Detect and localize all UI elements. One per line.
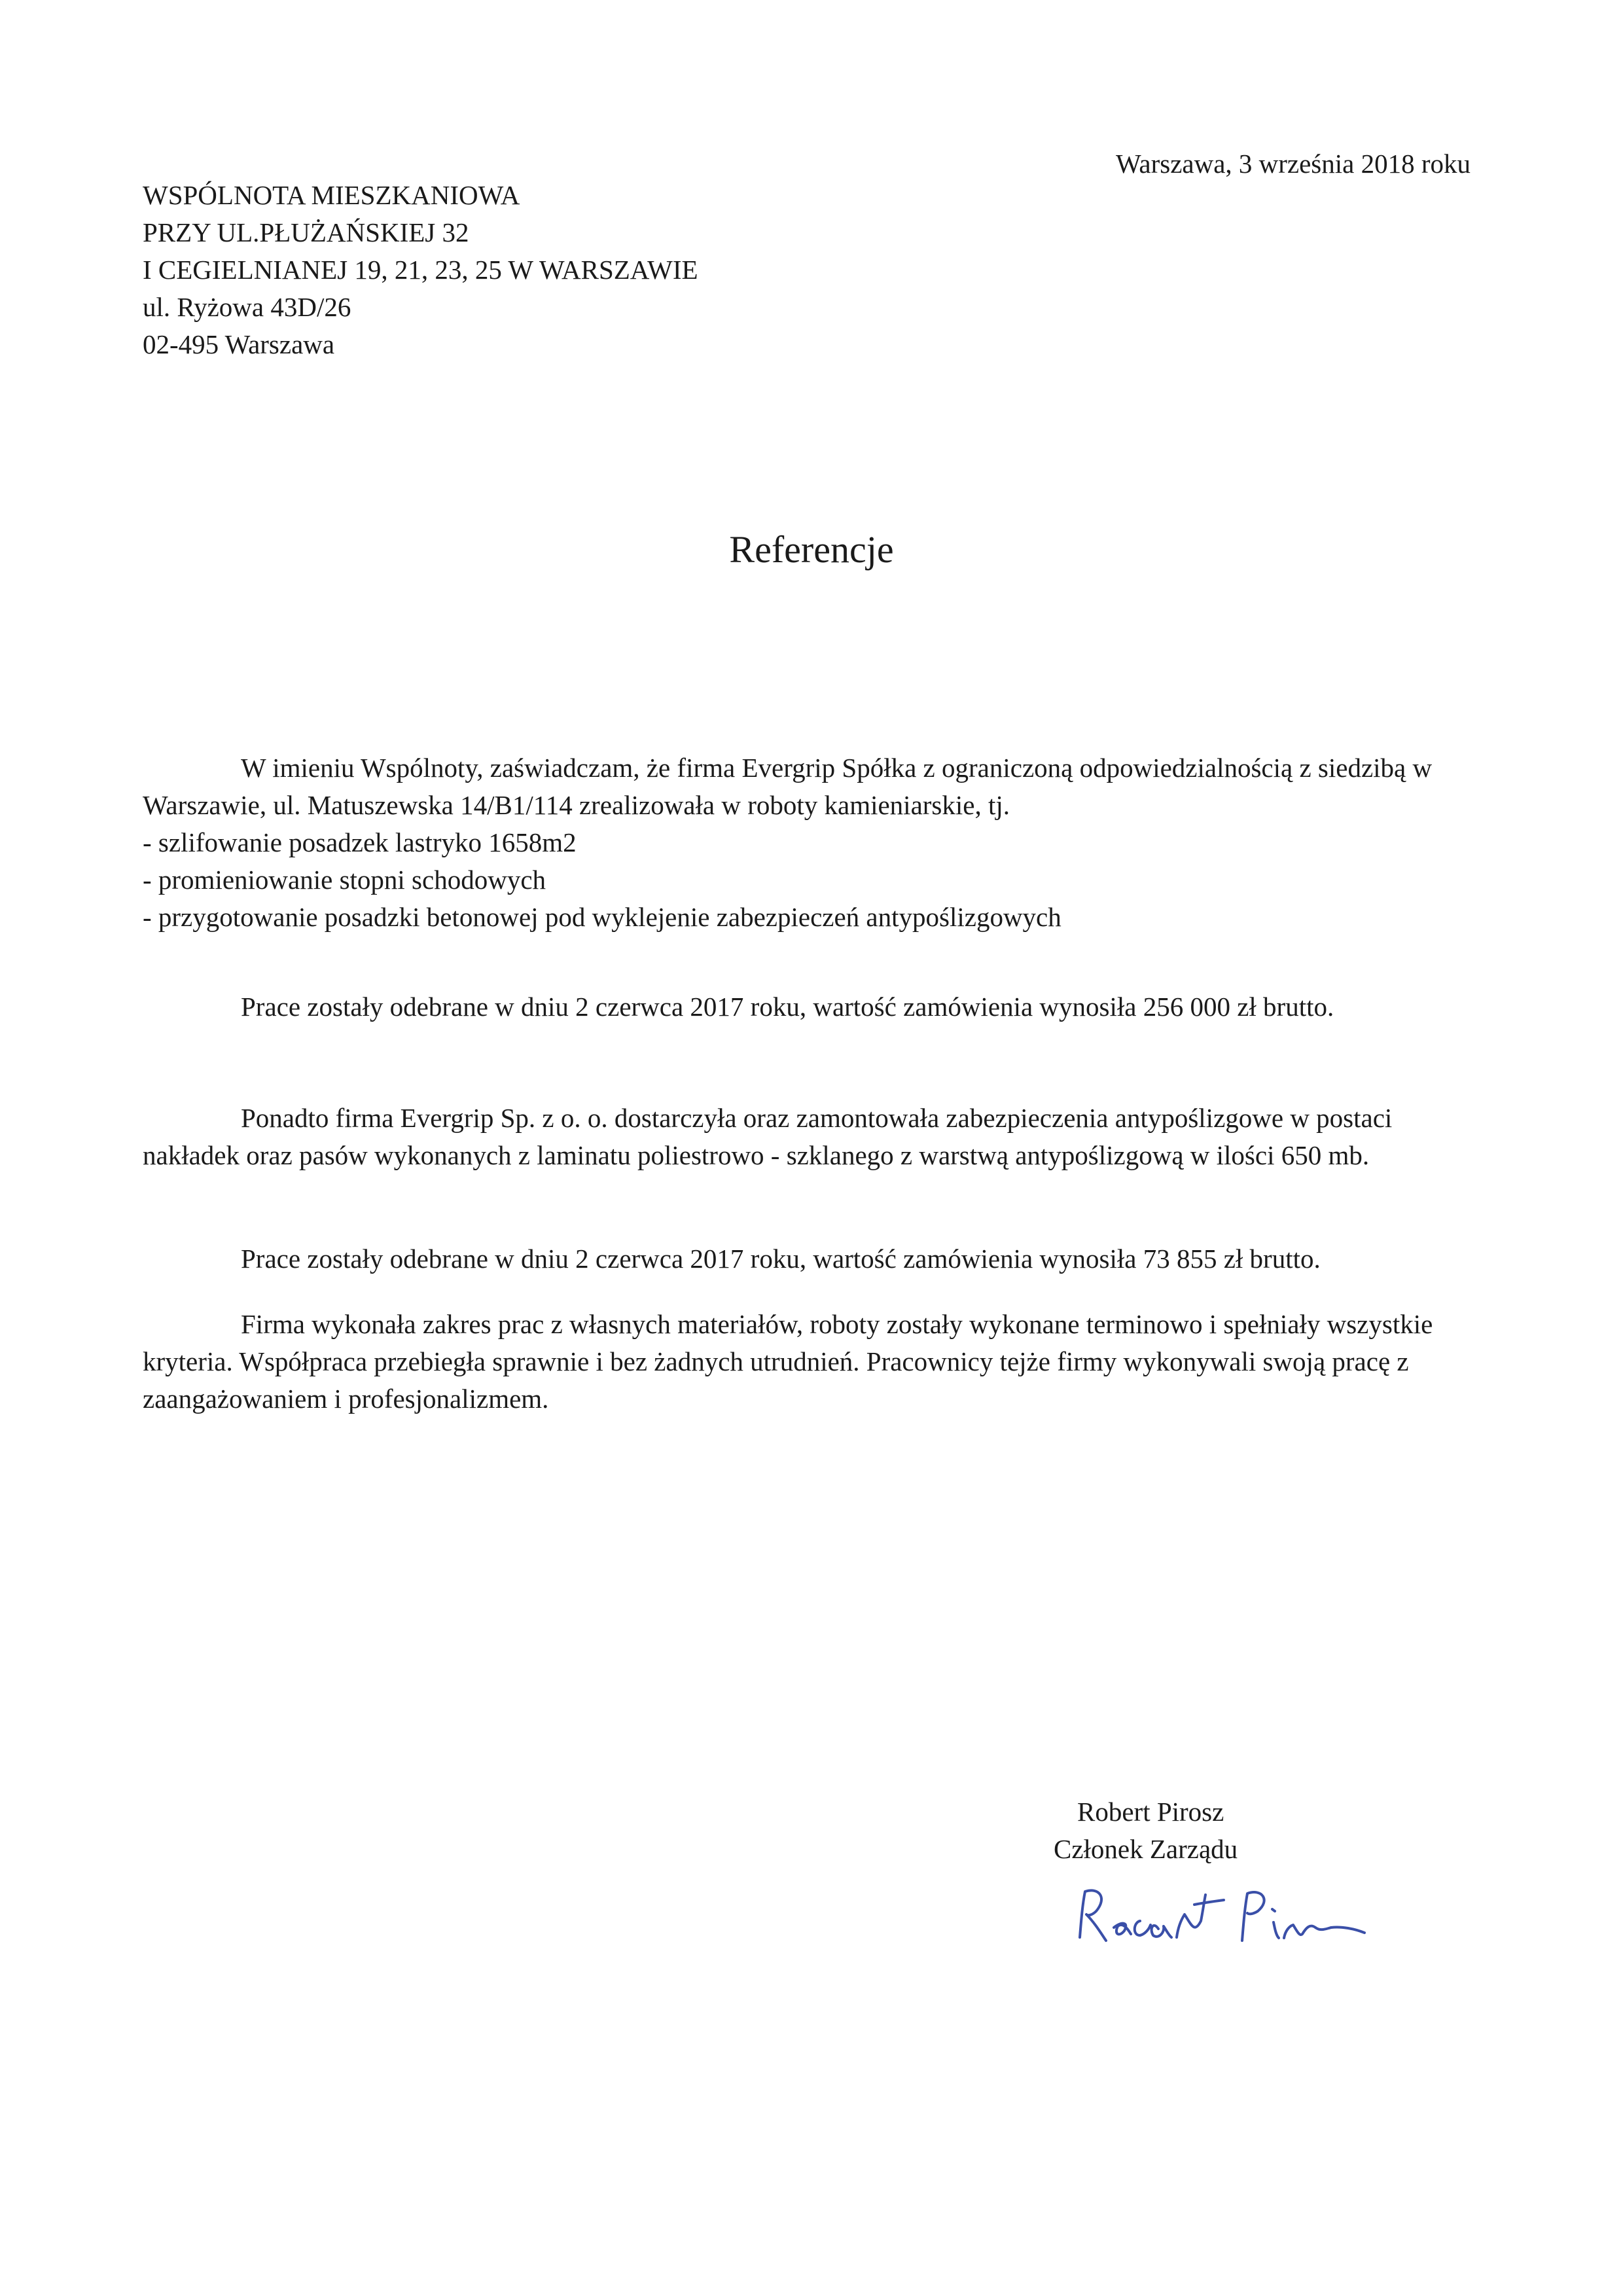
sender-line: ul. Ryżowa 43D/26: [143, 292, 351, 322]
sender-line: I CEGIELNIANEJ 19, 21, 23, 25 W WARSZAWIE: [143, 255, 698, 285]
list-item: - szlifowanie posadzek lastryko 1658m2: [143, 827, 577, 857]
paragraph-value-2: [143, 1240, 1455, 1278]
sender-line: WSPÓLNOTA MIESZKANIOWA: [143, 180, 520, 210]
signer-name: Robert Pirosz: [1077, 1797, 1224, 1827]
paragraph-intro: W imieniu Wspólnoty, zaświadczam, że firma Evergrip Spółka z ograniczoną odpowiedzialnością z siedzibą w Warszawie, ul. Matuszewska 14/B1/114 zrealizowała w roboty kamieniarskie, tj.: [143, 753, 1433, 820]
document-title: Referencje: [729, 528, 894, 571]
paragraph-text: Firma wykonała zakres prac z własnych materiałów, roboty zostały wykonane terminowo i spełniały wszystkie kryteria. Współpraca przebiegła sprawnie i bez żadnych utrudnień. Pracownicy tejże firmy wykonywali swoją pracę z zaangażowaniem i profesjonalizmem.: [143, 1309, 1433, 1414]
signer-role: Członek Zarządu: [1054, 1834, 1238, 1864]
handwritten-signature: [1067, 1875, 1394, 1960]
letter-date: Warszawa, 3 września 2018 roku: [1115, 149, 1471, 179]
sender-line: 02-495 Warszawa: [143, 329, 335, 359]
paragraph-summary: [143, 1306, 1455, 1418]
sender-line: PRZY UL.PŁUŻAŃSKIEJ 32: [143, 217, 469, 247]
list-item: - przygotowanie posadzki betonowej pod wyklejenie zabezpieczeń antypoślizgowych: [143, 902, 1061, 932]
paragraph-text: Ponadto firma Evergrip Sp. z o. o. dostarczyła oraz zamontowała zabezpieczenia antypoślizgowe w postaci nakładek oraz pasów wykonanych z laminatu poliestrowo - szklanego z warstwą antypoślizgową w ilości 650 mb.: [143, 1103, 1393, 1170]
paragraph-text: Prace zostały odebrane w dniu 2 czerwca 2017 roku, wartość zamówienia wynosiła 256 000 zł brutto.: [241, 992, 1334, 1022]
paragraph-value-1: [143, 988, 1455, 1026]
paragraph-text: Prace zostały odebrane w dniu 2 czerwca 2017 roku, wartość zamówienia wynosiła 73 855 zł brutto.: [241, 1244, 1321, 1274]
paragraph-supply: [143, 1100, 1455, 1174]
list-item: - promieniowanie stopni schodowych: [143, 865, 546, 895]
sender-address: [143, 177, 698, 363]
intro-section: [143, 749, 1455, 936]
signer-block: [1054, 1793, 1238, 1868]
